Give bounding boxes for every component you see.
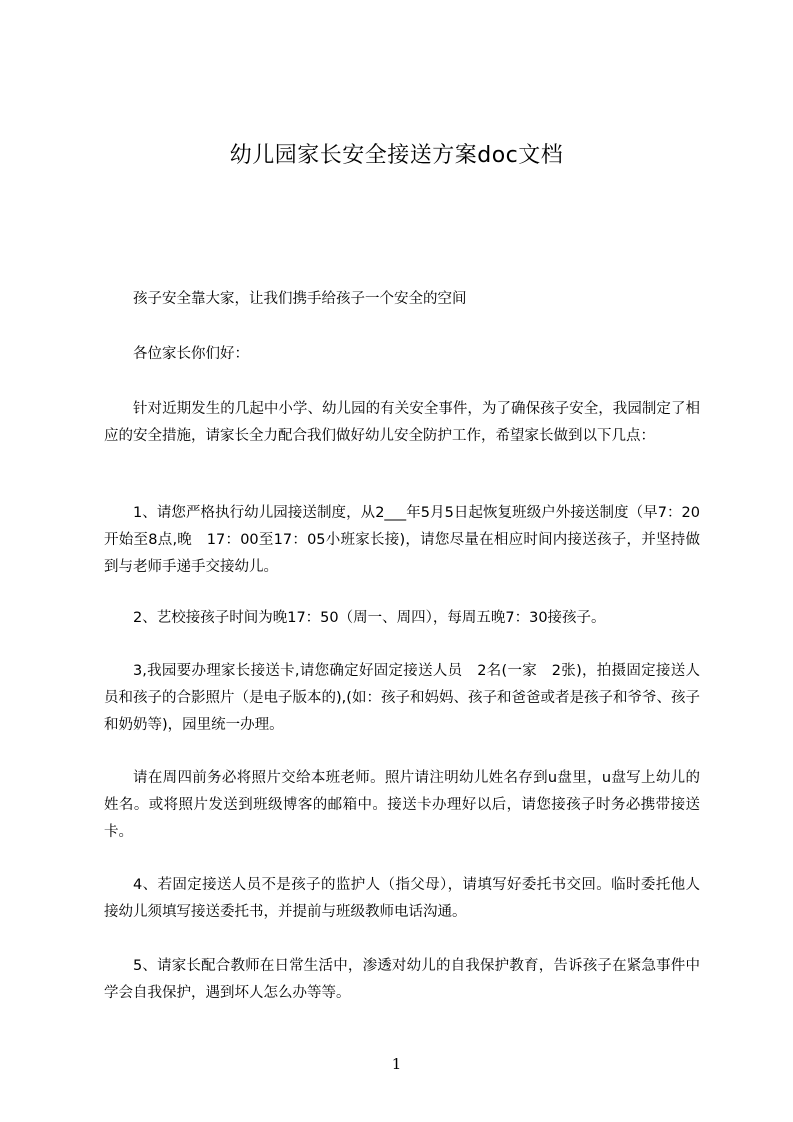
paragraph-greeting: 各位家长你们好： xyxy=(133,346,249,362)
paragraph-item-4: 4、若固定接送人员不是孩子的监护人（指父母），请填写好委托书交回。临时委托他人接幼儿须填写接送委托书，并提前与班级教师电话沟通。 xyxy=(104,877,700,920)
paragraph-intro: 针对近期发生的几起中小学、幼儿园的有关安全事件，为了确保孩子安全，我园制定了相应的安全措施，请家长全力配合我们做好幼儿安全防护工作，希望家长做到以下几点： xyxy=(104,401,700,444)
document-title: 幼儿园家长安全接送方案doc文档 xyxy=(229,143,564,168)
paragraph-item-3: 3,我园要办理家长接送卡,请您确定好固定接送人员 2名(一家 2张)，拍摄固定接送人员和孩子的合影照片（是电子版本的),(如：孩子和妈妈、孩子和爸爸或者是孩子和爷爷、孩子和奶奶等)，园里统一办理。 xyxy=(104,663,700,733)
page-number: 1 xyxy=(391,1055,402,1073)
paragraph-slogan: 孩子安全靠大家，让我们携手给孩子一个安全的空间 xyxy=(133,291,467,307)
paragraph-item-5: 5、请家长配合教师在日常生活中，渗透对幼儿的自我保护教育，告诉孩子在紧急事件中学会自我保护，遇到坏人怎么办等等。 xyxy=(104,958,700,1001)
paragraph-photo-note: 请在周四前务必将照片交给本班老师。照片请注明幼儿姓名存到u盘里，u盘写上幼儿的姓名。或将照片发送到班级博客的邮箱中。接送卡办理好以后，请您接孩子时务必携带接送卡。 xyxy=(104,770,700,840)
paragraph-item-2: 2、艺校接孩子时间为晚17：50（周一、周四），每周五晚7：30接孩子。 xyxy=(133,610,606,626)
paragraph-item-1: 1、请您严格执行幼儿园接送制度，从2___年5月5日起恢复班级户外接送制度（早7：20开始至8点,晚 17：00至17：05小班家长接)，请您尽量在相应时间内接送孩子，并坚持做到与老师手递手交接幼儿。 xyxy=(104,505,700,575)
